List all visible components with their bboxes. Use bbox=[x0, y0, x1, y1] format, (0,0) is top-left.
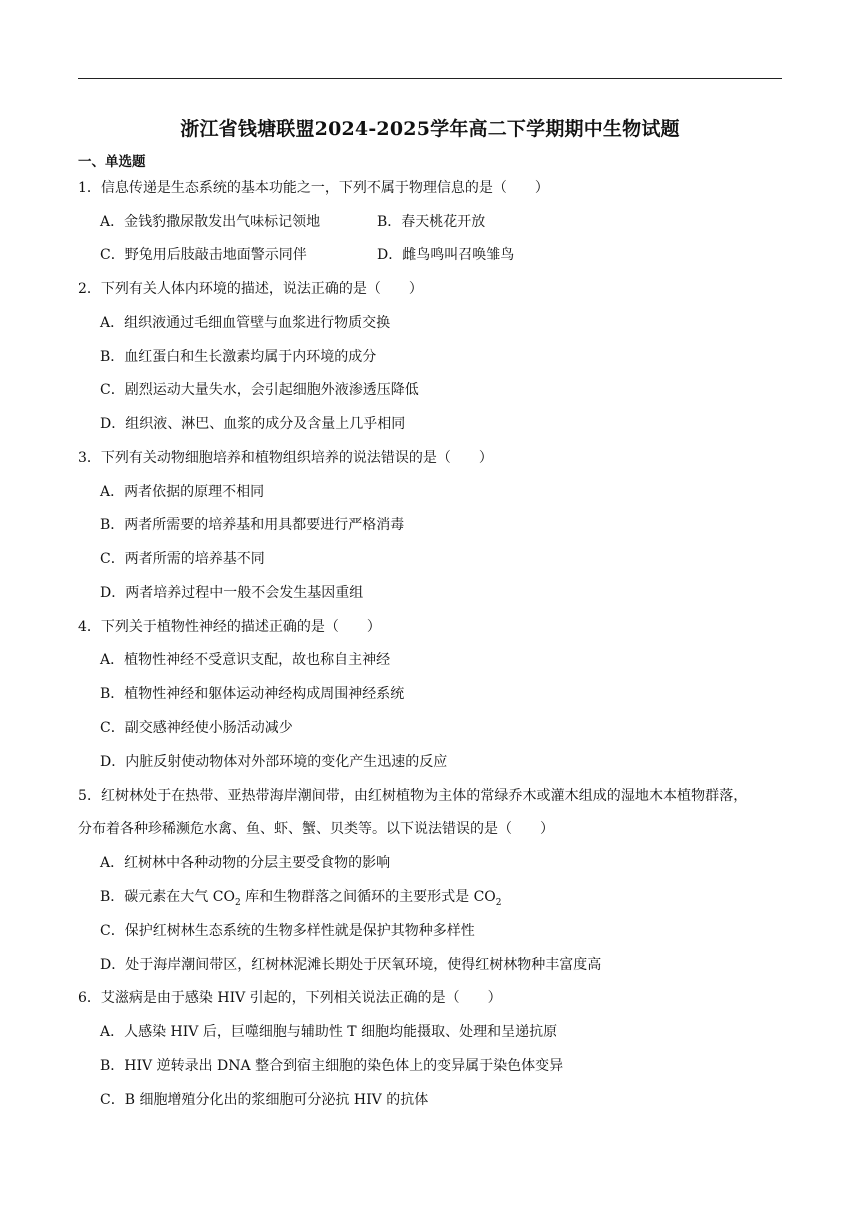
question-1-stem: 1．信息传递是生态系统的基本功能之一，下列不属于物理信息的是（ ） bbox=[78, 180, 549, 196]
co2-subscript: 2 bbox=[234, 897, 241, 908]
question-2-option-d[interactable]: D．组织液、淋巴、血浆的成分及含量上几乎相同 bbox=[100, 416, 406, 432]
question-2-option-b[interactable]: B．血红蛋白和生长激素均属于内环境的成分 bbox=[100, 349, 377, 365]
question-5-option-a[interactable]: A．红树林中各种动物的分层主要受食物的影响 bbox=[100, 855, 391, 871]
question-3-option-d[interactable]: D．两者培养过程中一般不会发生基因重组 bbox=[100, 585, 364, 601]
question-6-option-b[interactable]: B．HIV 逆转录出 DNA 整合到宿主细胞的染色体上的变异属于染色体变异 bbox=[100, 1058, 564, 1074]
question-1-option-a[interactable]: A．金钱豹撒尿散发出气味标记领地 bbox=[100, 214, 321, 230]
question-1-option-c[interactable]: C．野兔用后肢敲击地面警示同伴 bbox=[100, 247, 307, 263]
page-title: 浙江省钱塘联盟2024-2025学年高二下学期期中生物试题 bbox=[180, 118, 680, 140]
question-5-option-c[interactable]: C．保护红树林生态系统的生物多样性就是保护其物种多样性 bbox=[100, 923, 475, 939]
question-2-option-a[interactable]: A．组织液通过毛细血管壁与血浆进行物质交换 bbox=[100, 315, 391, 331]
section-heading: 一、单选题 bbox=[78, 154, 146, 170]
question-5-stem-line-2: 分布着各种珍稀濒危水禽、鱼、虾、蟹、贝类等。以下说法错误的是（ ） bbox=[78, 821, 554, 837]
question-4-option-c[interactable]: C．副交感神经使小肠活动减少 bbox=[100, 720, 293, 736]
question-3-option-c[interactable]: C．两者所需的培养基不同 bbox=[100, 551, 265, 567]
question-6-option-a[interactable]: A．人感染 HIV 后，巨噬细胞与辅助性 T 细胞均能摄取、处理和呈递抗原 bbox=[100, 1024, 558, 1040]
question-2-stem: 2．下列有关人体内环境的描述，说法正确的是（ ） bbox=[78, 281, 423, 297]
question-3-option-a[interactable]: A．两者依据的原理不相同 bbox=[100, 484, 265, 500]
question-1-option-b[interactable]: B．春天桃花开放 bbox=[377, 214, 486, 230]
question-1-option-d[interactable]: D．雌鸟鸣叫召唤雏鸟 bbox=[377, 247, 515, 263]
question-3-stem: 3．下列有关动物细胞培养和植物组织培养的说法错误的是（ ） bbox=[78, 450, 493, 466]
question-4-stem: 4．下列关于植物性神经的描述正确的是（ ） bbox=[78, 619, 381, 635]
question-4-option-b[interactable]: B．植物性神经和躯体运动神经构成周围神经系统 bbox=[100, 686, 405, 702]
question-4-option-d[interactable]: D．内脏反射使动物体对外部环境的变化产生迅速的反应 bbox=[100, 754, 448, 770]
question-5-option-b-part-1: B．碳元素在大气 CO bbox=[100, 889, 235, 905]
question-6-stem: 6．艾滋病是由于感染 HIV 引起的，下列相关说法正确的是（ ） bbox=[78, 990, 502, 1006]
question-6-option-c[interactable]: C．B 细胞增殖分化出的浆细胞可分泌抗 HIV 的抗体 bbox=[100, 1092, 429, 1108]
question-5-option-d[interactable]: D．处于海岸潮间带区，红树林泥滩长期处于厌氧环境，使得红树林物种丰富度高 bbox=[100, 957, 602, 973]
question-2-option-c[interactable]: C．剧烈运动大量失水，会引起细胞外液渗透压降低 bbox=[100, 382, 419, 398]
header-rule bbox=[78, 78, 782, 79]
question-3-option-b[interactable]: B．两者所需要的培养基和用具都要进行严格消毒 bbox=[100, 517, 405, 533]
question-5-option-b-part-2: 库和生物群落之间循环的主要形式是 CO bbox=[240, 889, 496, 905]
question-5-option-b[interactable] bbox=[100, 887, 502, 907]
co2-subscript: 2 bbox=[495, 897, 502, 908]
question-4-option-a[interactable]: A．植物性神经不受意识支配，故也称自主神经 bbox=[100, 652, 391, 668]
question-5-stem-line-1: 5．红树林处于在热带、亚热带海岸潮间带，由红树植物为主体的常绿乔木或灌木组成的湿地木本植物群落， bbox=[78, 788, 748, 804]
